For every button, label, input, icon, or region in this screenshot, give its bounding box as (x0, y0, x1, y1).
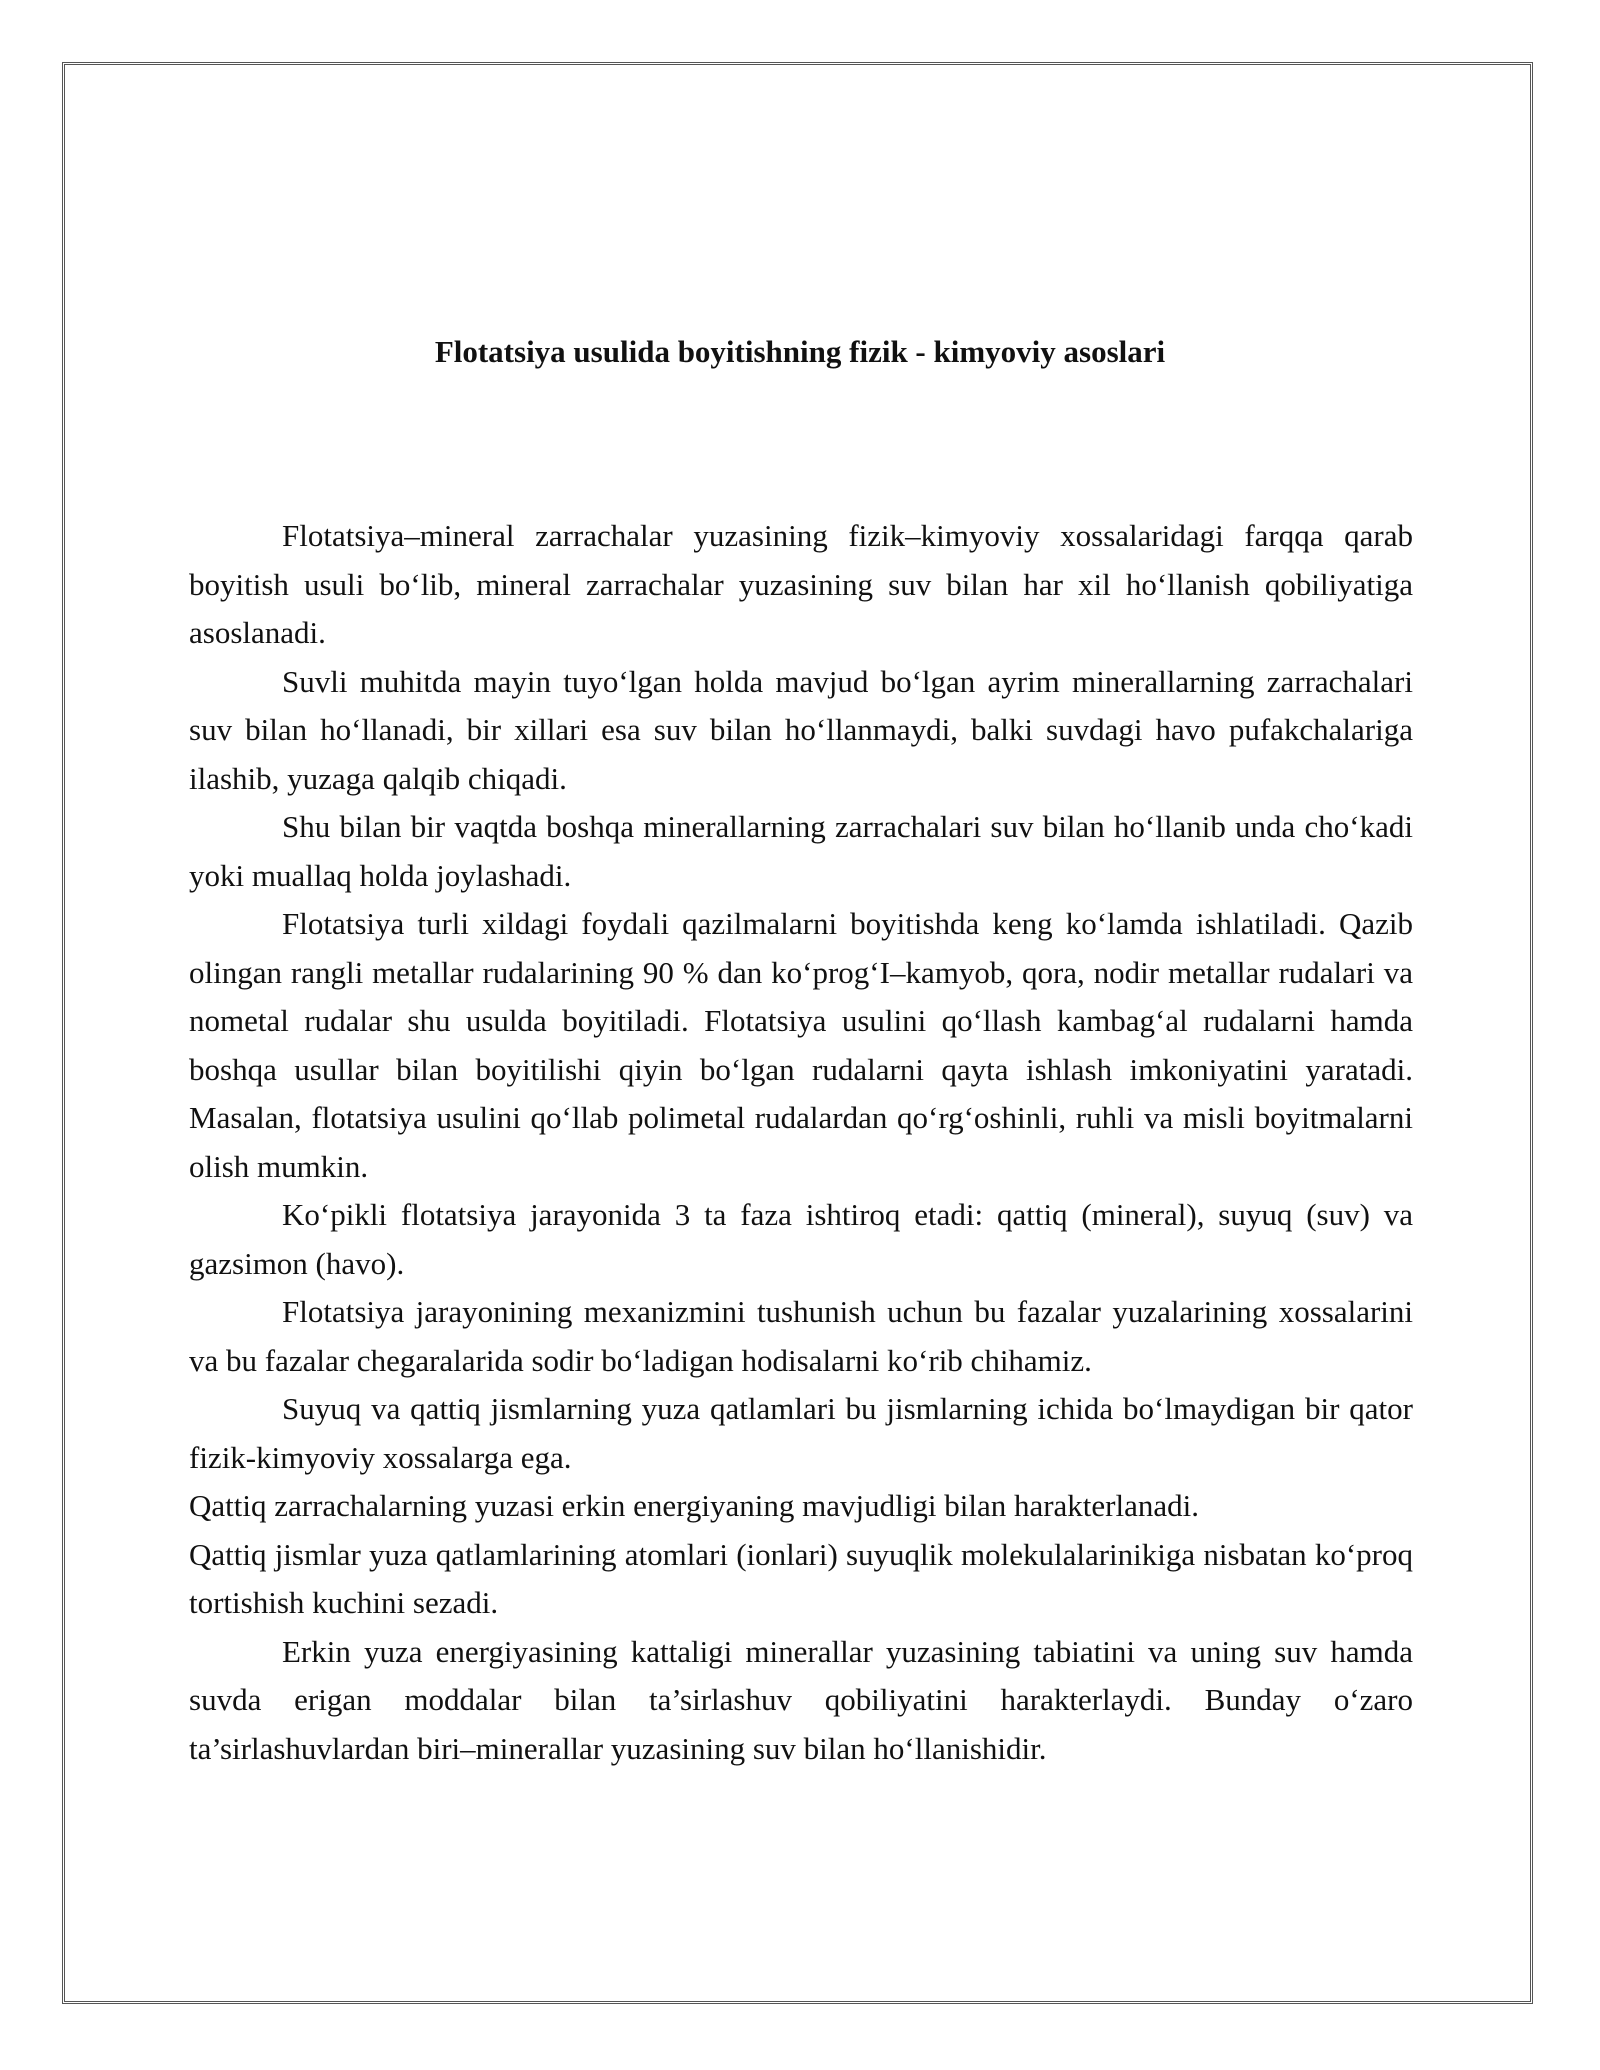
paragraph: Erkin yuza energiyasining kattaligi minerallar yuzasining tabiatini va uning suv hamda suvda erigan moddalar bilan ta’sirlashuv qobiliyatini harakterlaydi. Bunday o‘zaro ta’sirlashuvlardan biri–minerallar yuzasining suv bilan ho‘llanishidir. (189, 1633, 1413, 1766)
paragraph: Qattiq zarrachalarning yuzasi erkin energiyaning mavjudligi bilan harakterlanadi. (189, 1488, 1199, 1523)
document-body (189, 512, 1413, 1773)
paragraph: Flotatsiya jarayonining mexanizmini tushunish uchun bu fazalar yuzalarining xossalarini va bu fazalar chegaralarida sodir bo‘ladigan hodisalarni ko‘rib chihamiz. (189, 1294, 1413, 1378)
paragraph: Ko‘pikli flotatsiya jarayonida 3 ta faza ishtiroq etadi: qattiq (mineral), suyuq (suv) va gazsimon (havo). (189, 1197, 1413, 1281)
paragraph: Suyuq va qattiq jismlarning yuza qatlamlari bu jismlarning ichida bo‘lmaydigan bir qator fizik-kimyoviy xossalarga ega. (189, 1391, 1413, 1475)
document-title: Flotatsiya usulida boyitishning fizik - kimyoviy asoslari (434, 334, 1166, 369)
paragraph: Flotatsiya–mineral zarrachalar yuzasining fizik–kimyoviy xossalaridagi farqqa qarab boyitish usuli bo‘lib, mineral zarrachalar yuzasining suv bilan har xil ho‘llanish qobiliyatiga asoslanadi. (189, 518, 1413, 650)
paragraph: Qattiq jismlar yuza qatlamlarining atomlari (ionlari) suyuqlik molekulalarinikiga nisbatan ko‘proq tortishish kuchini sezadi. (189, 1536, 1413, 1620)
paragraph: Suvli muhitda mayin tuyo‘lgan holda mavjud bo‘lgan ayrim minerallarning zarrachalari suv bilan ho‘llanadi, bir xillari esa suv bilan ho‘llanmaydi, balki suvdagi havo pufakchalariga ilashib, yuzaga qalqib chiqadi. (189, 663, 1413, 796)
paragraph: Shu bilan bir vaqtda boshqa minerallarning zarrachalari suv bilan ho‘llanib unda cho‘kadi yoki muallaq holda joylashadi. (189, 809, 1413, 893)
paragraph: Flotatsiya turli xildagi foydali qazilmalarni boyitishda keng ko‘lamda ishlatiladi. Qazib olingan rangli metallar rudalarining 90 % dan ko‘prog‘I–kamyob, qora, nodir metallar rudalari va nometal rudalar shu usulda boyitiladi. Flotatsiya usulini qo‘llash kambag‘al rudalarni hamda boshqa usullar bilan boyitilishi qiyin bo‘lgan rudalarni qayta ishlash imkoniyatini yaratadi. Masalan, flotatsiya usulini qo‘llab polimetal rudalardan qo‘rg‘oshinli, ruhli va misli boyitmalarni olish mumkin. (189, 906, 1413, 1184)
